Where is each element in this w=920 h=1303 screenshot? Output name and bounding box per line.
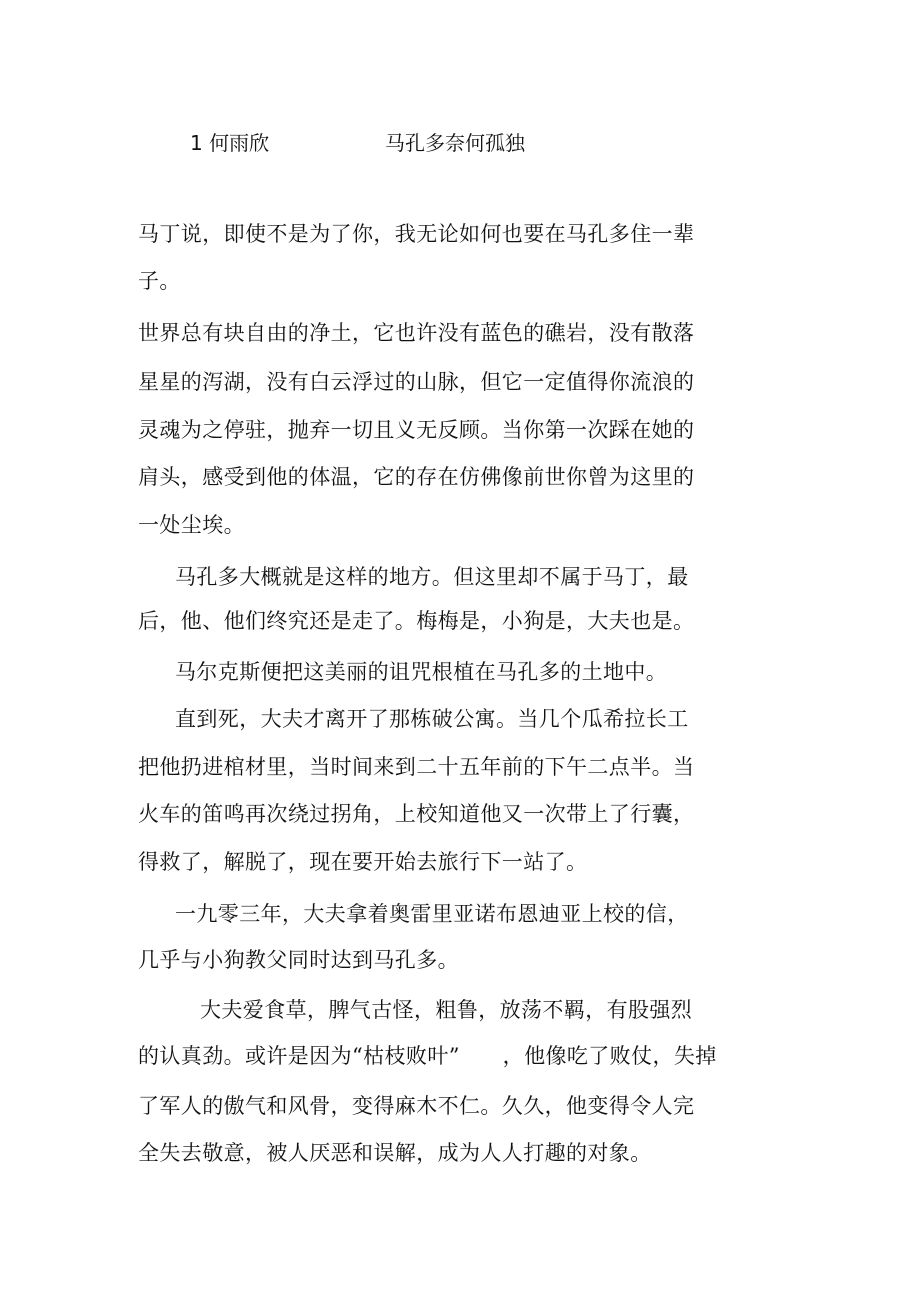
text-line: 世界总有块自由的净土，它也许没有蓝色的礁岩，没有散落 bbox=[138, 321, 695, 345]
text-line: 的认真劲。或许是因为“枯枝败叶” ，他像吃了败仗，失掉 bbox=[138, 1044, 717, 1068]
text-line: 子。 bbox=[138, 269, 181, 293]
text-line: 一九零三年，大夫拿着奥雷里亚诺布恩迪亚上校的信， bbox=[175, 902, 689, 926]
text-line: 马丁说，即使不是为了你，我无论如何也要在马孔多住一辈 bbox=[138, 222, 695, 246]
author-line: 1 何雨欣 bbox=[190, 131, 270, 155]
text-line: 马孔多大概就是这样的地方。但这里却不属于马丁，最 bbox=[175, 565, 689, 589]
text-line: 把他扔进棺材里，当时间来到二十五年前的下午二点半。当 bbox=[138, 755, 695, 779]
document-title: 马孔多奈何孤独 bbox=[385, 131, 525, 155]
text-line: 大夫爱食草，脾气古怪，粗鲁，放荡不羁，有股强烈 bbox=[200, 998, 693, 1022]
text-line: 一处尘埃。 bbox=[138, 513, 245, 537]
text-line: 星星的泻湖，没有白云浮过的山脉，但它一定值得你流浪的 bbox=[138, 370, 695, 394]
document-header bbox=[0, 127, 920, 157]
text-line: 马尔克斯便把这美丽的诅咒根植在马孔多的土地中。 bbox=[175, 660, 668, 684]
text-line: 后，他、他们终究还是走了。梅梅是，小狗是，大夫也是。 bbox=[138, 609, 695, 633]
text-line: 全失去敬意，被人厌恶和误解，成为人人打趣的对象。 bbox=[138, 1141, 652, 1165]
text-line: 几乎与小狗教父同时达到马孔多。 bbox=[138, 948, 459, 972]
text-line: 直到死，大夫才离开了那栋破公寓。当几个瓜希拉长工 bbox=[175, 707, 689, 731]
text-line: 得救了，解脱了，现在要开始去旅行下一站了。 bbox=[138, 850, 588, 874]
text-line: 火车的笛鸣再次绕过拐角，上校知道他又一次带上了行囊， bbox=[138, 802, 695, 826]
text-line: 灵魂为之停驻，抛弃一切且义无反顾。当你第一次踩在她的 bbox=[138, 418, 695, 442]
text-line: 肩头，感受到他的体温，它的存在仿佛像前世你曾为这里的 bbox=[138, 465, 695, 489]
text-line: 了军人的傲气和风骨，变得麻木不仁。久久，他变得令人完 bbox=[138, 1094, 695, 1118]
